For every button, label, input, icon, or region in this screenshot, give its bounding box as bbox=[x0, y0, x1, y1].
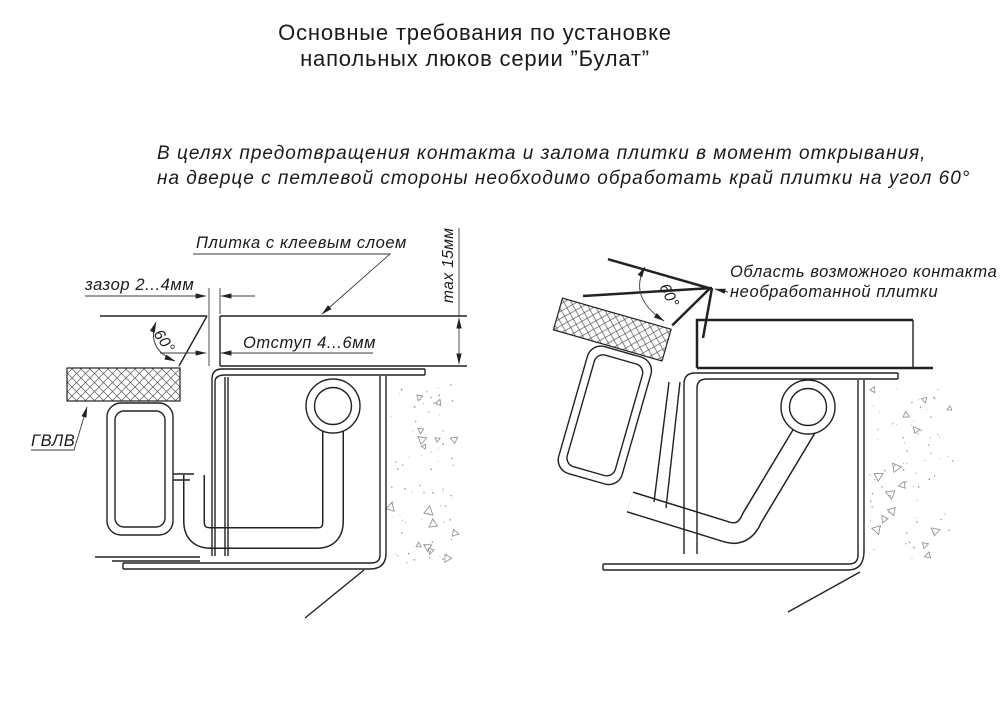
concrete-dot bbox=[944, 513, 945, 514]
concrete-dot bbox=[402, 520, 403, 521]
concrete-dot bbox=[894, 465, 896, 467]
concrete-dot bbox=[451, 458, 453, 460]
concrete-dot bbox=[432, 492, 434, 494]
concrete-dot bbox=[423, 492, 424, 493]
concrete-dot bbox=[419, 485, 420, 486]
concrete-dot bbox=[438, 395, 440, 397]
concrete-dot bbox=[886, 517, 888, 519]
concrete-dot bbox=[429, 557, 431, 559]
concrete-dot bbox=[918, 484, 919, 485]
concrete-triangle bbox=[435, 398, 442, 405]
concrete-dot bbox=[402, 464, 403, 465]
concrete-triangle bbox=[889, 460, 901, 472]
concrete-dot bbox=[439, 556, 440, 557]
concrete-dot bbox=[451, 539, 452, 540]
frame-bottom-pan bbox=[123, 555, 380, 563]
concrete-dot bbox=[400, 515, 401, 516]
concrete-dot bbox=[391, 503, 392, 504]
concrete-dot bbox=[906, 450, 908, 452]
concrete-dot bbox=[917, 433, 918, 434]
concrete-triangle bbox=[879, 515, 888, 524]
concrete-dot bbox=[436, 405, 437, 406]
concrete-dot bbox=[453, 465, 454, 466]
concrete-dot bbox=[916, 521, 918, 523]
concrete-dot bbox=[443, 430, 444, 431]
concrete-dot bbox=[934, 398, 936, 400]
door-tile-surface-extended bbox=[608, 259, 710, 288]
concrete-dot bbox=[912, 559, 913, 560]
concrete-dot bbox=[408, 553, 410, 555]
concrete-triangle bbox=[422, 541, 432, 551]
floor-tile-block bbox=[697, 320, 913, 368]
concrete-dot bbox=[925, 460, 926, 461]
concrete-dot bbox=[440, 438, 441, 439]
concrete-triangle bbox=[424, 505, 435, 515]
gap-dimension-label: зазор 2...4мм bbox=[85, 276, 195, 294]
concrete-dot bbox=[442, 443, 444, 445]
door-tile-hatched bbox=[553, 298, 671, 361]
concrete-dot bbox=[928, 444, 930, 446]
concrete-dot bbox=[872, 493, 874, 495]
contact-area-label-line1: Область возможного контакта bbox=[730, 263, 998, 281]
concrete-dot bbox=[871, 506, 872, 507]
concrete-dot bbox=[424, 506, 425, 507]
concrete-dot bbox=[884, 470, 886, 472]
break-line bbox=[788, 572, 860, 612]
concrete-dot bbox=[930, 437, 931, 438]
concrete-dot bbox=[427, 513, 428, 514]
concrete-dot bbox=[940, 519, 941, 520]
note-line2: на дверце с петлевой стороны необходимо обработать край плитки на угол 60° bbox=[157, 168, 971, 189]
concrete-dot bbox=[430, 551, 431, 552]
frame-bottom-pan bbox=[603, 555, 858, 564]
tile-label: Плитка с клеевым слоем bbox=[196, 234, 407, 252]
concrete-dot bbox=[870, 500, 872, 502]
concrete-dot bbox=[911, 402, 913, 404]
concrete-dot bbox=[438, 448, 439, 449]
concrete-triangle bbox=[922, 541, 929, 548]
concrete-dot bbox=[450, 495, 452, 497]
door-lip-swung bbox=[666, 382, 680, 508]
concrete-dot bbox=[391, 487, 393, 489]
concrete-dot bbox=[443, 488, 444, 489]
angle-label-60: 60° bbox=[655, 280, 683, 311]
concrete-dot bbox=[409, 457, 410, 458]
concrete-triangle bbox=[417, 428, 423, 434]
door-tube-inner bbox=[115, 411, 165, 527]
concrete-dot bbox=[902, 437, 904, 439]
concrete-dot bbox=[934, 475, 936, 477]
concrete-dot bbox=[934, 532, 935, 533]
concrete-dot bbox=[896, 424, 897, 425]
concrete-dot bbox=[913, 420, 914, 421]
concrete-dot bbox=[415, 421, 417, 423]
concrete-triangle bbox=[924, 552, 931, 560]
concrete-dot bbox=[393, 517, 394, 518]
concrete-dot bbox=[869, 474, 870, 475]
concrete-dot bbox=[926, 409, 927, 410]
right-diagram-open-hatch bbox=[516, 250, 997, 612]
concrete-dot bbox=[918, 486, 920, 488]
concrete-dot bbox=[411, 491, 412, 492]
concrete-dot bbox=[916, 518, 917, 519]
concrete-dot bbox=[450, 384, 452, 386]
concrete-dot bbox=[906, 463, 907, 464]
concrete-dot bbox=[889, 495, 891, 497]
concrete-dot bbox=[430, 452, 431, 453]
concrete-dot bbox=[938, 434, 939, 435]
concrete-dot bbox=[930, 416, 932, 418]
open-door-assembly bbox=[516, 250, 709, 497]
concrete-triangle bbox=[870, 385, 877, 392]
concrete-dot bbox=[442, 491, 443, 492]
concrete-dot bbox=[913, 547, 915, 549]
concrete-triangle bbox=[416, 542, 422, 547]
concrete-dot bbox=[947, 456, 948, 457]
door-tube-outer bbox=[107, 403, 173, 535]
max-height-label: max 15мм bbox=[440, 227, 457, 303]
concrete-dot bbox=[405, 522, 406, 523]
concrete-dot bbox=[930, 453, 931, 454]
concrete-dot bbox=[940, 458, 941, 459]
concrete-dot bbox=[879, 411, 880, 412]
contact-area-label-line2: необработанной плитки bbox=[730, 283, 939, 301]
concrete-dot bbox=[452, 400, 454, 402]
concrete-dot bbox=[446, 554, 447, 555]
concrete-dot bbox=[920, 406, 922, 408]
concrete-dot bbox=[905, 481, 907, 483]
offset-dimension-label: Отступ 4...6мм bbox=[243, 334, 377, 352]
concrete-dot bbox=[931, 472, 932, 473]
concrete-dot bbox=[911, 424, 912, 425]
door-tube-outer bbox=[555, 343, 655, 488]
left-diagram-closed-hatch bbox=[31, 228, 467, 618]
concrete-hatch-left bbox=[386, 384, 459, 563]
concrete-dot bbox=[430, 397, 432, 399]
concrete-dot bbox=[905, 543, 906, 544]
concrete-dot bbox=[442, 558, 444, 560]
concrete-dot bbox=[906, 532, 908, 534]
door-lip-swung bbox=[654, 382, 669, 502]
concrete-triangle bbox=[386, 501, 396, 511]
gvl-board-hatched bbox=[67, 368, 180, 401]
concrete-dot bbox=[877, 439, 878, 440]
concrete-dot bbox=[438, 388, 439, 389]
gvl-label: ГВЛВ bbox=[31, 432, 76, 450]
concrete-dot bbox=[938, 389, 939, 390]
tile-chamfer-60deg bbox=[179, 316, 207, 366]
concrete-dot bbox=[437, 461, 438, 462]
concrete-dot bbox=[881, 486, 883, 488]
concrete-dot bbox=[909, 542, 911, 544]
concrete-dot bbox=[877, 429, 878, 430]
concrete-dot bbox=[430, 468, 432, 470]
concrete-dot bbox=[948, 529, 950, 531]
concrete-hatch-right bbox=[869, 385, 954, 559]
concrete-dot bbox=[395, 462, 396, 463]
concrete-triangle bbox=[911, 425, 920, 434]
concrete-dot bbox=[395, 553, 396, 554]
concrete-dot bbox=[903, 463, 904, 464]
concrete-triangle bbox=[415, 433, 426, 444]
concrete-triangle bbox=[921, 395, 929, 403]
concrete-dot bbox=[423, 403, 424, 404]
concrete-dot bbox=[426, 391, 427, 392]
concrete-dot bbox=[870, 520, 871, 521]
concrete-dot bbox=[432, 489, 433, 490]
concrete-dot bbox=[443, 522, 444, 523]
concrete-dot bbox=[421, 455, 422, 456]
concrete-dot bbox=[921, 430, 922, 431]
concrete-triangle bbox=[417, 393, 424, 400]
concrete-dot bbox=[399, 393, 400, 394]
concrete-dot bbox=[412, 430, 413, 431]
concrete-dot bbox=[421, 519, 422, 520]
concrete-triangle bbox=[449, 435, 458, 444]
concrete-triangle bbox=[929, 524, 940, 535]
concrete-dot bbox=[391, 416, 392, 417]
concrete-dot bbox=[432, 541, 434, 543]
contact-leader-line bbox=[715, 289, 728, 292]
concrete-dot bbox=[919, 399, 920, 400]
concrete-dot bbox=[414, 407, 415, 408]
concrete-dot bbox=[397, 468, 399, 470]
concrete-triangle bbox=[445, 555, 452, 563]
concrete-dot bbox=[880, 526, 881, 527]
frame-bottom-pan bbox=[603, 551, 864, 570]
page-title-line1: Основные требования по установке bbox=[278, 20, 672, 45]
concrete-dot bbox=[874, 549, 875, 550]
concrete-dot bbox=[873, 405, 874, 406]
hinge-pin-inner bbox=[790, 389, 827, 426]
concrete-dot bbox=[892, 423, 893, 424]
concrete-triangle bbox=[426, 519, 437, 530]
concrete-dot bbox=[896, 388, 897, 389]
unprocessed-tile-edge-line bbox=[583, 288, 712, 296]
concrete-dot bbox=[928, 478, 930, 480]
concrete-dot bbox=[404, 488, 406, 490]
concrete-dot bbox=[397, 555, 398, 556]
concrete-dot bbox=[904, 442, 905, 443]
break-line bbox=[305, 570, 364, 618]
concrete-triangle bbox=[903, 411, 909, 417]
concrete-dot bbox=[401, 389, 403, 391]
concrete-dot bbox=[431, 451, 432, 452]
hinge-pin-inner bbox=[315, 388, 352, 425]
tile-leader-line bbox=[193, 254, 390, 314]
concrete-dot bbox=[439, 415, 440, 416]
concrete-triangle bbox=[421, 444, 426, 449]
angle-label-60: 60° bbox=[149, 326, 178, 357]
concrete-triangle bbox=[898, 481, 905, 489]
page-title-line2: напольных люков серии ”Булат” bbox=[300, 46, 650, 71]
concrete-dot bbox=[874, 479, 875, 480]
concrete-dot bbox=[401, 532, 403, 534]
concrete-dot bbox=[888, 512, 889, 513]
concrete-triangle bbox=[434, 436, 440, 443]
concrete-dot bbox=[916, 473, 917, 474]
concrete-dot bbox=[952, 460, 954, 462]
concrete-dot bbox=[903, 469, 905, 471]
concrete-dot bbox=[939, 437, 940, 438]
concrete-dot bbox=[445, 506, 447, 508]
door-tube-inner bbox=[565, 353, 645, 478]
concrete-dot bbox=[869, 526, 870, 527]
concrete-dot bbox=[913, 486, 914, 487]
concrete-dot bbox=[916, 500, 917, 501]
concrete-triangle bbox=[886, 491, 896, 500]
concrete-dot bbox=[449, 519, 451, 521]
concrete-triangle bbox=[946, 406, 952, 412]
note-line1: В целях предотвращения контакта и залома плитки в момент открывания, bbox=[157, 143, 927, 164]
concrete-triangle bbox=[450, 528, 458, 536]
concrete-dot bbox=[433, 402, 435, 404]
concrete-dot bbox=[428, 411, 429, 412]
concrete-dot bbox=[406, 562, 407, 563]
concrete-dot bbox=[440, 505, 441, 506]
concrete-dot bbox=[413, 559, 415, 561]
concrete-triangle bbox=[874, 470, 885, 482]
